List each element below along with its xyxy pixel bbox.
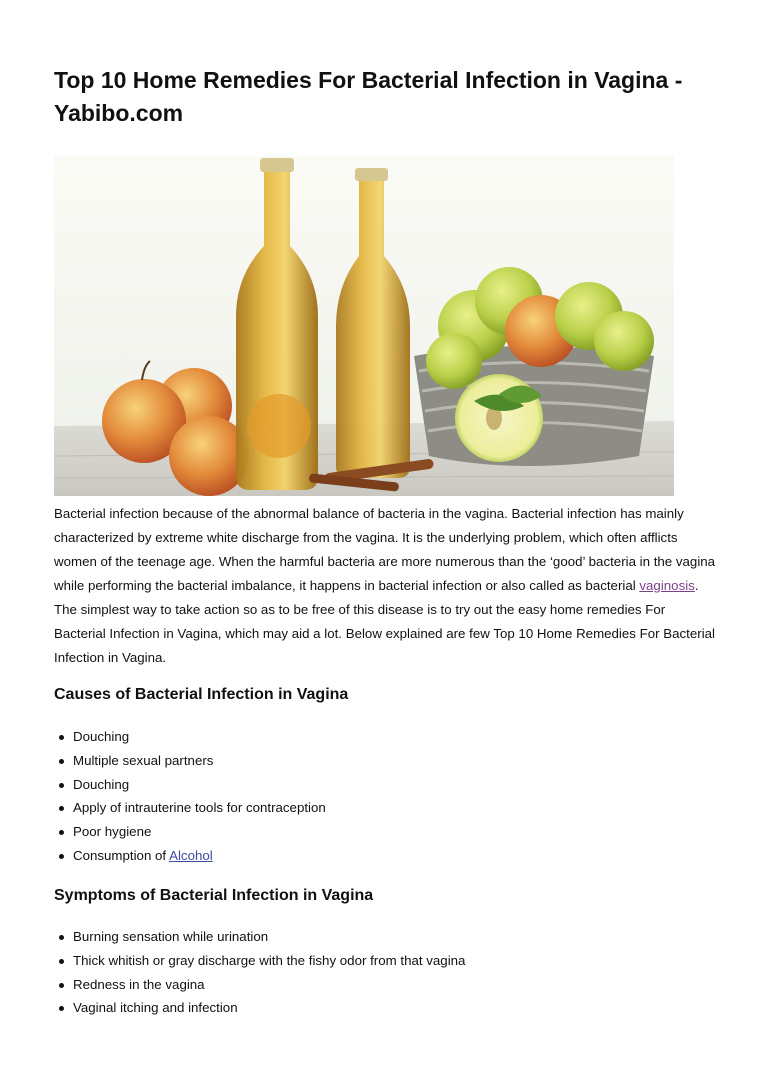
list-item: Vaginal itching and infection [73, 996, 713, 1020]
page-title: Top 10 Home Remedies For Bacterial Infection in Vagina - Yabibo.com [54, 67, 683, 126]
list-item: Redness in the vagina [73, 973, 713, 997]
list-item-text: Consumption of [73, 847, 170, 863]
list-item: Multiple sexual partners [73, 749, 713, 773]
vinegar-apples-illustration [54, 156, 674, 496]
hero-image-vinegar-apples [54, 156, 674, 496]
intro-paragraph [54, 502, 718, 670]
list-item: Thick whitish or gray discharge with the fishy odor from that vagina [73, 949, 713, 973]
symptoms-list [54, 925, 713, 1020]
vaginosis-link[interactable]: vaginosis [639, 578, 695, 593]
intro-text-start: Bacterial infection because of the abnormal balance of bacteria in the vagina. Bacterial infection has mainly characterized by extreme white discharge from the vagina. It is the underlying problem, which often afflicts women of the teenage age. When the harmful bacteria are more numerous than the ‘good’ bacteria in the vagina while performing the bacterial imbalance, it happens in bacterial infection or also called as bacterial [54, 506, 716, 593]
list-item: Douching [73, 725, 713, 749]
list-item: Poor hygiene [73, 820, 713, 844]
list-item [73, 844, 713, 868]
list-item: Burning sensation while urination [73, 925, 713, 949]
alcohol-link[interactable]: Alcohol [169, 847, 213, 863]
list-item: Douching [73, 773, 713, 797]
list-item: Apply of intrauterine tools for contraception [73, 796, 713, 820]
causes-list [54, 725, 713, 868]
causes-heading: Causes of Bacterial Infection in Vagina [54, 686, 349, 703]
symptoms-heading: Symptoms of Bacterial Infection in Vagina [54, 887, 374, 904]
intro-text-end: . The simplest way to take action so as to be free of this disease is to try out the easy home remedies For Bacterial Infection in Vagina, which may aid a lot. Below explained are few Top 10 Home Remedies For Bacterial Infection in Vagina. [54, 578, 716, 665]
